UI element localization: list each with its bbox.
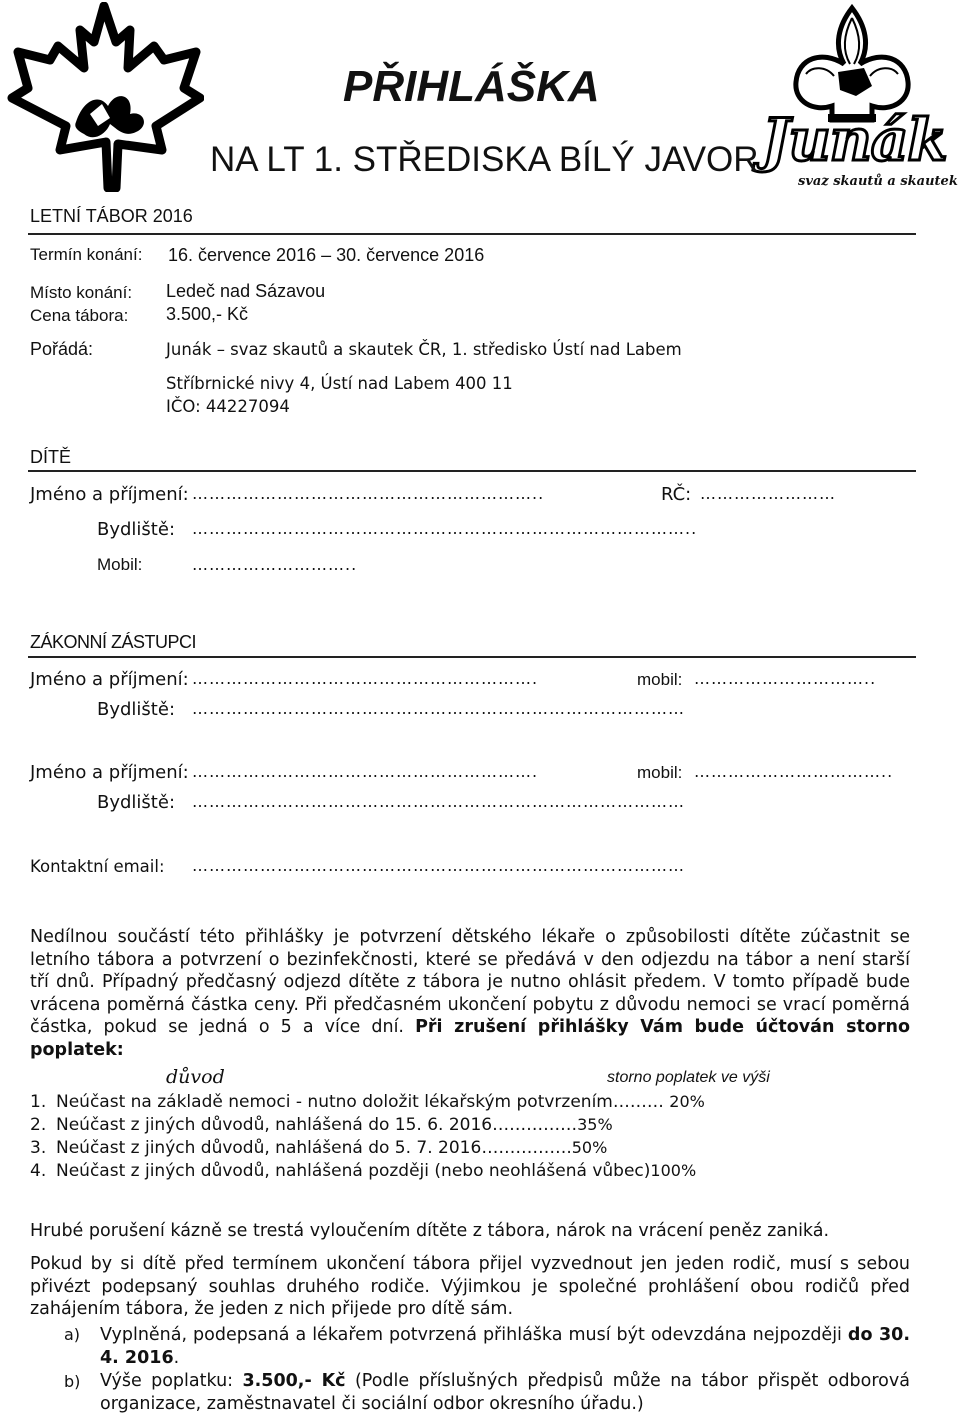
storno-row-number: 2.: [30, 1115, 47, 1135]
junak-logo-tagline: svaz skautů a skautek: [798, 174, 958, 189]
guardian2-mobile-label: mobil:: [637, 763, 683, 782]
item-b-amount: 3.500,- Kč: [242, 1371, 346, 1391]
place-label: Místo konání:: [30, 283, 133, 302]
pickup-paragraph: Pokud by si dítě před termínem ukončení tábora přijel vyzvednout jen jeden rodič, musí s sebou přivézt podepsaný souhlas druhého rodiče. Výjimkou je společné prohlášení obou rodičů před zahájením tábora, že jeden z nich přijede pro dítě sám.: [30, 1254, 910, 1319]
price-label: Cena tábora:: [30, 306, 129, 325]
storno-row-dots: ………: [612, 1092, 664, 1112]
email-label: Kontaktní email:: [30, 857, 165, 876]
storno-row-fee: 50%: [571, 1138, 608, 1157]
storno-row: [30, 1161, 696, 1181]
storno-row-number: 3.: [30, 1138, 47, 1158]
conditions-paragraph: [30, 926, 910, 1061]
guardians-section-title: ZÁKONNÍ ZÁSTUPCI: [30, 632, 197, 652]
date-label: Termín konání:: [30, 245, 143, 264]
item-a-deadline: do 30. 4. 2016: [100, 1325, 910, 1368]
child-name-field[interactable]: ……………………………………………………..: [192, 484, 545, 503]
price-value: 3.500,- Kč: [166, 304, 249, 324]
maple-leaf-logo: [4, 2, 204, 192]
divider: [28, 656, 916, 658]
guardian1-mobile-field[interactable]: …………………………..: [694, 669, 877, 688]
storno-heading: Při zrušení přihlášky Vám bude účtován storno poplatek:: [30, 1017, 910, 1060]
storno-row: [30, 1092, 705, 1112]
divider: [28, 233, 916, 235]
guardian1-address-label: Bydliště:: [97, 699, 176, 720]
storno-row-fee: 35%: [577, 1115, 613, 1134]
storno-col-fee: storno poplatek ve výši: [607, 1069, 770, 1086]
storno-row-fee: 100%: [650, 1161, 697, 1180]
item-b-text: Výše poplatku:: [100, 1371, 234, 1391]
storno-col-reason: důvod: [166, 1066, 225, 1088]
guardian2-mobile-field[interactable]: ……………………………..: [694, 762, 894, 781]
guardian2-address-label: Bydliště:: [97, 792, 176, 813]
child-mobile-label: Mobil:: [97, 555, 143, 574]
page-title: PŘIHLÁŠKA: [343, 62, 600, 111]
divider: [28, 470, 916, 472]
storno-row-text: Neúčast z jiných důvodů, nahlášená do 5. 7. 2016: [56, 1138, 482, 1158]
junak-logo: [752, 2, 958, 198]
guardian2-address-field[interactable]: ……………………………………………………………………………: [192, 792, 685, 811]
storno-row-text: Neúčast z jiných důvodů, nahlášená později (nebo neohlášená vůbec): [56, 1161, 651, 1181]
guardian1-address-field[interactable]: ……………………………………………………………………………: [192, 699, 685, 718]
discipline-paragraph: Hrubé porušení kázně se trestá vyloučením dítěte z tábora, nárok na vrácení peněz zaniká.: [30, 1221, 830, 1241]
item-b-rest: (Podle příslušných předpisů může na tábor přispět odborová organizace, zaměstnavatel či sociální odbor okresního úřadu.): [100, 1371, 910, 1414]
guardian2-name-field[interactable]: …………………………………………………….: [192, 762, 539, 781]
item-b-label: b): [64, 1372, 81, 1391]
place-value: Ledeč nad Sázavou: [166, 281, 326, 301]
item-a-end: .: [173, 1347, 180, 1368]
child-mobile-field[interactable]: ………………………..: [192, 555, 358, 574]
child-name-label: Jméno a příjmení:: [30, 484, 189, 505]
conditions-text: Nedílnou součástí této přihlášky je potvrzení dětského lékaře o způsobilosti dítěte zúčastnit se letního tábora a potvrzení o bezinfekčnosti, které se předává v den odjezdu na tábor a není starší tří dnů. Případný předčasný odjezd dítěte z tábora je nutno ohlásit předem. V tomto případě bude vrácena poměrná částka ceny. Při předčasném ukončení pobytu z důvodu nemoci se vrací poměrná částka, pokud se jedná o 5 a více dní.: [30, 927, 910, 1037]
date-value: 16. července 2016 – 30. července 2016: [168, 245, 485, 265]
child-rc-label: RČ:: [661, 484, 692, 505]
guardian2-name-label: Jméno a příjmení:: [30, 762, 189, 783]
item-a: [100, 1324, 910, 1369]
storno-row-dots: ……………: [492, 1115, 578, 1135]
child-address-field[interactable]: ……………………………………………………………………………..: [192, 519, 698, 538]
organizer-line-3: IČO: 44227094: [166, 397, 290, 416]
guardian1-name-field[interactable]: …………………………………………………….: [192, 669, 539, 688]
item-b: [100, 1370, 910, 1415]
organizer-line-1: Junák – svaz skautů a skautek ČR, 1. středisko Ústí nad Labem: [166, 340, 682, 359]
organizer-line-2: Stříbrnické nivy 4, Ústí nad Labem 400 11: [166, 374, 513, 393]
page-subtitle: NA LT 1. STŘEDISKA BÍLÝ JAVOR: [210, 140, 759, 179]
storno-row-number: 4.: [30, 1161, 47, 1181]
child-section-title: DÍTĚ: [30, 447, 72, 467]
storno-row: [30, 1115, 613, 1135]
storno-row-number: 1.: [30, 1092, 47, 1112]
organizer-label: Pořádá:: [30, 339, 94, 359]
junak-logo-text: Junák: [762, 106, 947, 174]
item-a-text: Vyplněná, podepsaná a lékařem potvrzená přihláška musí být odevzdána nejpozději: [100, 1325, 842, 1345]
child-address-label: Bydliště:: [97, 519, 176, 540]
storno-row: [30, 1138, 607, 1158]
storno-row-dots: …………….: [481, 1138, 572, 1158]
camp-section-title: LETNÍ TÁBOR 2016: [30, 206, 193, 226]
guardian1-mobile-label: mobil:: [637, 670, 683, 689]
child-rc-field[interactable]: ……………………: [700, 484, 836, 503]
storno-row-text: Neúčast na základě nemoci - nutno doložit lékařským potvrzením: [56, 1092, 613, 1112]
item-a-label: a): [64, 1325, 81, 1344]
storno-row-fee: 20%: [669, 1092, 705, 1111]
email-field[interactable]: ……………………………………………………………………………: [192, 856, 685, 875]
storno-row-text: Neúčast z jiných důvodů, nahlášená do 15. 6. 2016: [56, 1115, 493, 1135]
guardian1-name-label: Jméno a příjmení:: [30, 669, 189, 690]
